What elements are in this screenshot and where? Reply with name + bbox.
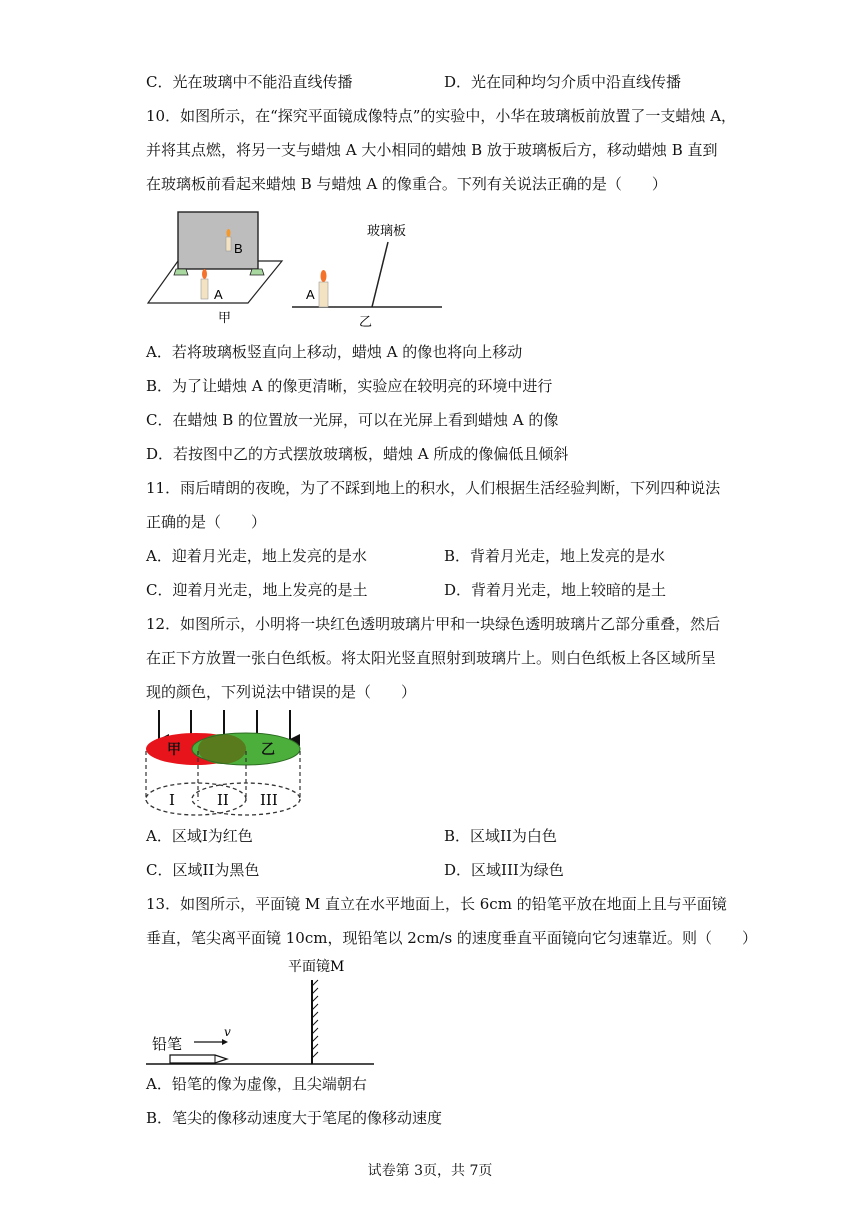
q10-option-d: D．若按图中乙的方式摆放玻璃板，蜡烛 A 所成的像偏低且倾斜 [146, 445, 569, 463]
q12-stem-line-3: 现的颜色，下列说法中错误的是（ ） [146, 683, 417, 701]
q13-stem-line-1: 13．如图所示，平面镜 M 直立在水平地面上，长 6cm 的铅笔平放在地面上且与平面镜 [146, 895, 727, 913]
flame-a [202, 269, 207, 279]
q10-stem-line-3: 在玻璃板前看起来蜡烛 B 与蜡烛 A 的像重合。下列有关说法正确的是（ ） [146, 175, 667, 193]
q10-option-c: C．在蜡烛 B 的位置放一光屏，可以在光屏上看到蜡烛 A 的像 [146, 411, 559, 429]
label-a: A [214, 287, 223, 302]
q12-option-a: A．区域I为红色 [146, 827, 253, 845]
q11-option-a: A．迎着月光走，地上发亮的是水 [146, 547, 367, 565]
flame-b [227, 229, 231, 237]
q10-stem-line-2: 并将其点燃，将另一支与蜡烛 A 大小相同的蜡烛 B 放于玻璃板后方，移动蜡烛 B 直到 [146, 141, 718, 159]
label-a2: A [306, 287, 315, 302]
velocity-arrow [222, 1039, 228, 1045]
mirror-label: 平面镜M [288, 959, 345, 975]
q13-option-a: A．铅笔的像为虚像，且尖端朝右 [146, 1075, 367, 1093]
page-footer: 试卷第 3页，共 7页 [367, 1163, 493, 1179]
q12-figure [140, 706, 310, 821]
label-yi: 乙 [261, 742, 275, 758]
flame-a2 [321, 270, 327, 282]
q12-stem-line-2: 在正下方放置一张白色纸板。将太阳光竖直照射到玻璃片上。则白色纸板上各区域所呈 [146, 649, 717, 667]
caption-yi: 乙 [359, 315, 373, 330]
q11-option-c: C．迎着月光走，地上发亮的是土 [146, 581, 368, 599]
velocity-label: v [224, 1025, 231, 1039]
label-b: B [234, 241, 243, 256]
candle-a2 [319, 282, 328, 307]
q13-stem-line-2: 垂直，笔尖离平面镜 10cm，现铅笔以 2cm/s 的速度垂直平面镜向它匀速靠近。则（ ） [146, 929, 757, 947]
q9-option-c: C．光在玻璃中不能沿直线传播 [146, 73, 353, 91]
q11-stem-line-1: 11．雨后晴朗的夜晚，为了不踩到地上的积水，人们根据生活经验判断，下列四种说法 [146, 479, 721, 497]
q11-stem-line-2: 正确的是（ ） [146, 513, 267, 531]
label-glass: 玻璃板 [367, 224, 407, 239]
q11-option-b: B．背着月光走，地上发亮的是水 [444, 547, 666, 565]
q9-option-d: D．光在同种均匀介质中沿直线传播 [444, 73, 682, 91]
q10-figure [140, 205, 460, 330]
region-3-label: III [260, 791, 278, 809]
q11-option-d: D．背着月光走，地上较暗的是土 [444, 581, 667, 599]
q10-option-a: A．若将玻璃板竖直向上移动，蜡烛 A 的像也将向上移动 [146, 343, 523, 361]
q12-option-d: D．区域III为绿色 [444, 861, 564, 879]
q13-option-b: B．笔尖的像移动速度大于笔尾的像移动速度 [146, 1109, 443, 1127]
pencil-label: 铅笔 [152, 1035, 183, 1053]
q12-stem-line-1: 12．如图所示，小明将一块红色透明玻璃片甲和一块绿色透明玻璃片乙部分重叠，然后 [146, 615, 721, 633]
candle-b [226, 237, 231, 251]
region-1-label: I [169, 791, 175, 809]
q10-stem-line-1: 10．如图所示，在“探究平面镜成像特点”的实验中，小华在玻璃板前放置了一支蜡烛 A， [146, 107, 737, 125]
q13-figure [140, 952, 380, 1070]
q12-option-b: B．区域II为白色 [444, 827, 557, 845]
pencil [170, 1055, 227, 1063]
tilted-glass [372, 242, 388, 307]
q12-option-c: C．区域II为黑色 [146, 861, 260, 879]
caption-jia: 甲 [218, 311, 232, 326]
region-2-label: II [217, 791, 229, 809]
label-jia: 甲 [167, 742, 181, 758]
board-outline-left [146, 783, 246, 815]
candle-a [201, 279, 208, 299]
glass-plate [178, 212, 258, 269]
q10-option-b: B．为了让蜡烛 A 的像更清晰，实验应在较明亮的环境中进行 [146, 377, 553, 395]
